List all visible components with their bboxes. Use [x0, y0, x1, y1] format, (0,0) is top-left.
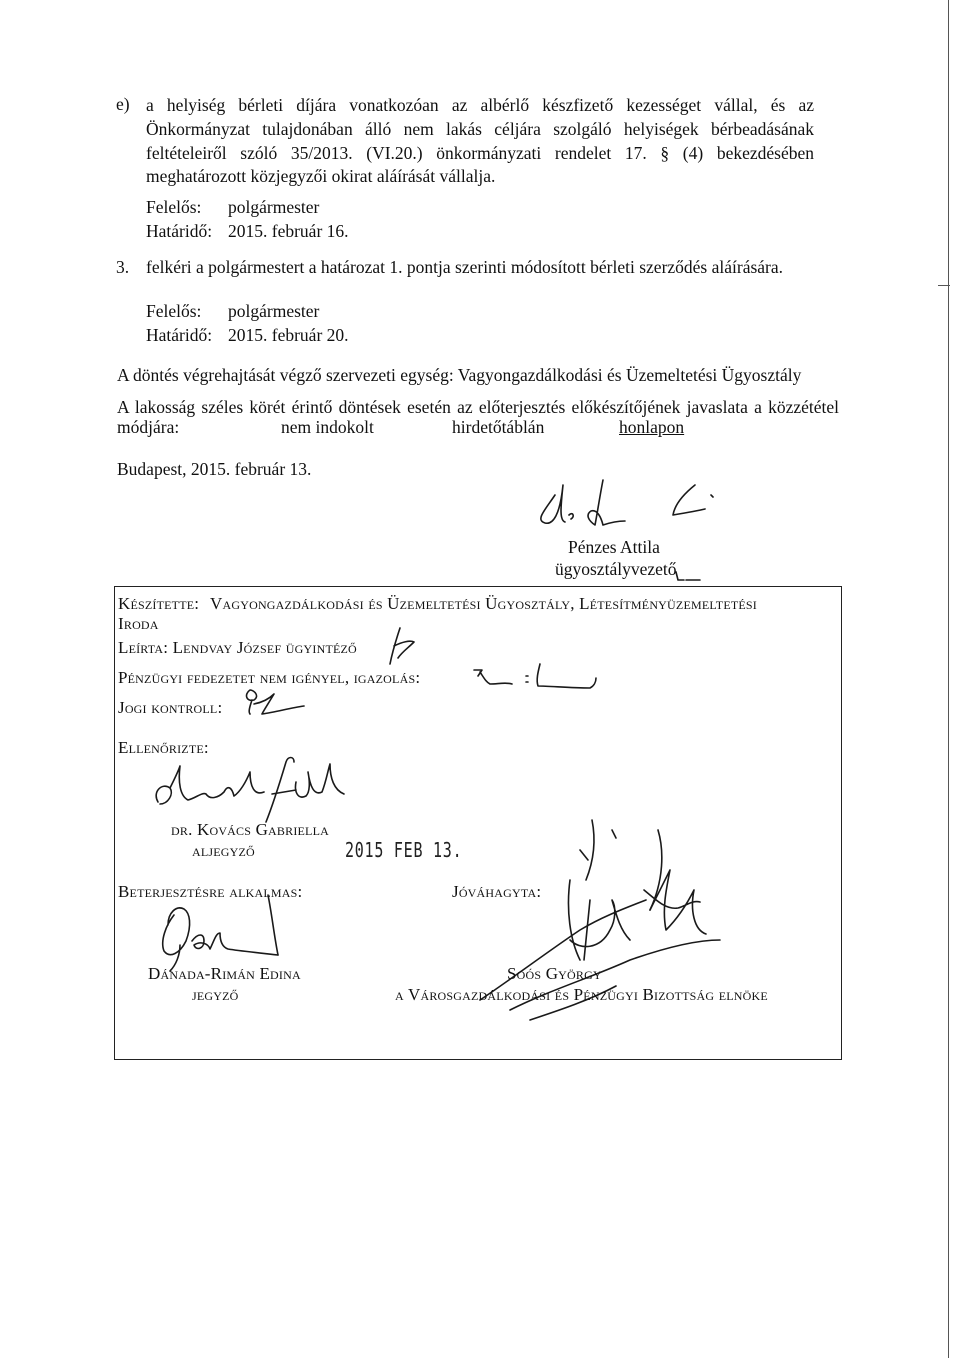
publication-option-website: honlapon [619, 417, 685, 437]
item-e-marker: e) [116, 94, 130, 114]
publication-option-noticeboard: hirdetőtáblán [452, 417, 545, 437]
keszitette-label: Készítette: [118, 594, 200, 613]
hatarido-label-2: Határidő: [146, 325, 213, 345]
initial-mark [674, 570, 704, 584]
jegyzo-title: jegyző [192, 985, 239, 1004]
signatory-name: Pénzes Attila [568, 537, 660, 557]
item-e-line-3: feltételeiről szóló 35/2013. (VI.20.) önkormányzati rendelet 17. § (4) bekezdésében [146, 143, 814, 163]
hatarido-value-1: 2015. február 16. [228, 221, 349, 241]
signature-igazolas [470, 660, 620, 692]
executing-unit: A döntés végrehajtását végző szervezeti egység: Vagyongazdálkodási és Üzemeltetési Ügyosztály [117, 365, 802, 385]
elnok-title: a Városgazdálkodási és Pénzügyi Bizottság elnöke [395, 985, 768, 1004]
item-3-text: felkéri a polgármestert a határozat 1. pontja szerinti módosított bérleti szerződés aláírására. [146, 257, 784, 277]
hatarido-value-2: 2015. február 20. [228, 325, 349, 345]
date-place: Budapest, 2015. február 13. [117, 459, 312, 479]
initial-leirta [386, 624, 420, 668]
scan-edge-line [948, 0, 949, 1358]
item-3-number: 3. [116, 257, 130, 277]
jegyzo-name: Dánada-Rimán Edina [148, 964, 301, 983]
felelos-label-1: Felelős: [146, 197, 202, 217]
felelos-value-1: polgármester [228, 197, 320, 217]
felelos-label-2: Felelős: [146, 301, 202, 321]
publication-label: módjára: [117, 417, 180, 437]
keszitette-value-line-2: Iroda [118, 614, 159, 633]
beterjesztesre-label: Beterjesztésre alkalmas: [118, 882, 303, 901]
leirta-line: Leírta: Lendvay József ügyintéző [118, 638, 357, 657]
keszitette-value-line-1: Vagyongazdálkodási és Üzemeltetési Ügyosztály, Létesítményüzemeltetési [210, 594, 757, 613]
elnok-name: Soós György [507, 964, 602, 983]
aljegyzo-title: aljegyző [192, 841, 255, 860]
received-date-stamp: 2015 FEB 13. [345, 838, 463, 862]
publication-line-1: A lakosság széles körét érintő döntések esetén az előterjesztés előkészítőjének javaslata a közzététel [117, 397, 839, 417]
ellenorizte-label: Ellenőrizte: [118, 738, 209, 757]
signature-danada [140, 885, 340, 975]
signature-penzes [525, 475, 745, 535]
jogi-kontroll-label: Jogi kontroll: [118, 698, 223, 717]
signature-jogi [240, 684, 310, 718]
signatory-title: ügyosztályvezető [555, 559, 677, 579]
item-e-line-2: Önkormányzat tulajdonában álló nem lakás céljára szolgáló helyiségek bérbeadásának [146, 119, 814, 139]
item-e-line-1: a helyiség bérleti díjára vonatkozóan az albérlő készfizető kezességet vállal, és az [146, 95, 814, 115]
penzugyi-line: Pénzügyi fedezetet nem igényel, igazolás: [118, 668, 421, 687]
scan-edge-tick [938, 285, 950, 286]
item-e-line-4: meghatározott közjegyzői okirat aláírását vállalja. [146, 166, 496, 186]
publication-option-not-needed: nem indokolt [281, 417, 374, 437]
jovahagyta-label: Jóváhagyta: [452, 882, 542, 901]
hatarido-label-1: Határidő: [146, 221, 213, 241]
felelos-value-2: polgármester [228, 301, 320, 321]
aljegyzo-name: dr. Kovács Gabriella [171, 820, 329, 839]
